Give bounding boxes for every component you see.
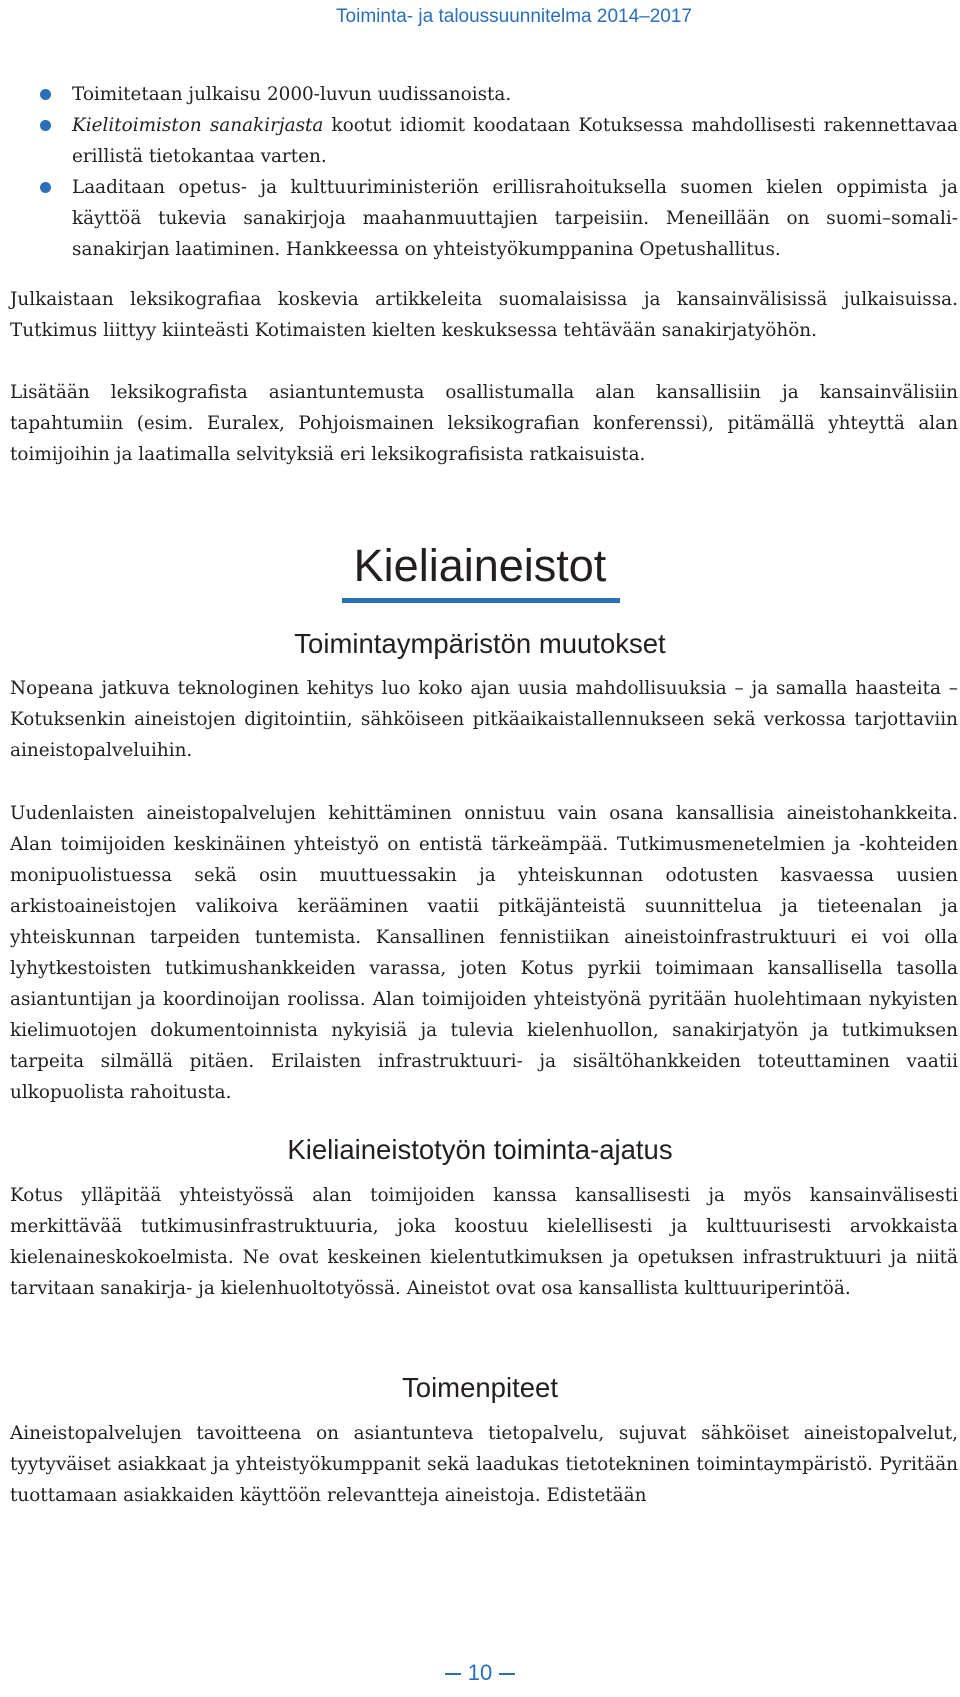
subheading: Kieliaineistotyön toiminta-ajatus <box>287 1134 673 1165</box>
list-item <box>10 172 958 265</box>
subheading: Toimintaympäristön muutokset <box>294 628 666 659</box>
bullet-icon <box>40 89 51 100</box>
paragraph: Kotus ylläpitää yhteistyössä alan toimijoiden kanssa kansallisesti ja myös kansainvälisesti merkittävää tutkimusinfrastruktuuria, joka koostuu kielellisesti ja kulttuurisesti arvokkaista kielenaineskokoelmista. Ne ovat keskeinen kielentutkimuksen ja opetuksen infrastruktuuri ja niitä tarvitaan sanakirja- ja kielenhuoltotyössä. Aineistot ovat osa kansallista kulttuuriperintöä. <box>10 1185 958 1299</box>
paragraph: Julkaistaan leksikografiaa koskevia artikkeleita suomalaisissa ja kansainvälisissä julkaisuissa. Tutkimus liittyy kiinteästi Kotimaisten kielten keskuksessa tehtävään sanakirjatyöhön. <box>10 289 958 341</box>
list-item <box>10 79 958 110</box>
title-underline <box>342 598 620 603</box>
bullet-icon <box>40 182 51 193</box>
bullet-text: Laaditaan opetus- ja kulttuuriministeriön erillisrahoituksella suomen kielen oppimista ja käyttöä tukevia sanakirjoja maahanmuuttajien tarpeisiin. Meneillään on suomi–somali-sanakirjan laatiminen. Hankkeessa on yhteistyökumppanina Opetushallitus. <box>72 177 958 260</box>
paragraph: Uudenlaisten aineistopalvelujen kehittäminen onnistuu vain osana kansallisia aineistohankkeita. Alan toimijoiden keskinäinen yhteistyö on entistä tärkeämpää. Tutkimusmenetelmien ja -kohteiden monipuolistuessa sekä osin muuttuessakin ja yhteiskunnan odotusten kasvaessa uusien arkistoaineistojen valikoiva kerääminen vaatii pitkäjänteistä suunnittelua ja tieteenalan ja yhteiskunnan tarpeiden tuntemista. Kansallinen fennistiikan aineistoinfrastruktuuri ei voi olla lyhytkestoisten tutkimushankkeiden varassa, joten Kotus pyrkii toimimaan kansallisella tasolla asiantuntijan ja koordinoijan roolissa. Alan toimijoiden yhteistyönä pyritään huolehtimaan nykyisten kielimuotojen dokumentoinnista nykyisiä ja tulevia kielenhuollon, sanakirjatyön ja tutkimuksen tarpeita silmällä pitäen. Erilaisten infrastruktuuri- ja sisältöhankkeiden toteuttaminen vaatii ulkopuolista rahoitusta. <box>10 803 958 1103</box>
running-header: Toiminta- ja taloussuunnitelma 2014–2017 <box>336 6 692 27</box>
bullet-italic-text: Kielitoimiston sanakirjasta <box>72 115 324 136</box>
paragraph: Lisätään leksikografista asiantuntemusta osallistumalla alan kansallisiin ja kansainvälisiin tapahtumiin (esim. Euralex, Pohjoismainen leksikografian konferenssi), pitämällä yhteyttä alan toimijoihin ja laatimalla selvityksiä eri leksikografisista ratkaisuista. <box>10 382 958 465</box>
list-item <box>10 110 958 172</box>
page-number: 10 <box>467 1660 493 1685</box>
paragraph: Nopeana jatkuva teknologinen kehitys luo koko ajan uusia mahdollisuuksia – ja samalla haasteita – Kotuksenkin aineistojen digitointiin, sähköiseen pitkäaikaistallennukseen sekä verkossa tarjottaviin aineistopalveluihin. <box>10 678 958 761</box>
footer-dash-left <box>445 1673 461 1675</box>
subheading: Toimenpiteet <box>402 1372 558 1403</box>
page-footer <box>0 1660 960 1686</box>
paragraph: Aineistopalvelujen tavoitteena on asiantunteva tietopalvelu, sujuvat sähköiset aineistopalvelut, tyytyväiset asiakkaat ja yhteistyökumppanit sekä laadukas tietotekninen toimintaympäristö. Pyritään tuottamaan asiakkaiden käyttöön relevantteja aineistoja. Edistetään <box>10 1423 958 1506</box>
bullet-icon <box>40 120 51 131</box>
bullet-list <box>10 79 958 265</box>
section-title: Kieliaineistot <box>353 540 607 591</box>
bullet-text: kootut idiomit koodataan Kotuksessa mahdollisesti rakennettavaa erillistä tietokantaa varten. <box>72 115 958 167</box>
footer-dash-right <box>499 1673 515 1675</box>
bullet-text: Toimitetaan julkaisu 2000-luvun uudissanoista. <box>72 84 512 105</box>
